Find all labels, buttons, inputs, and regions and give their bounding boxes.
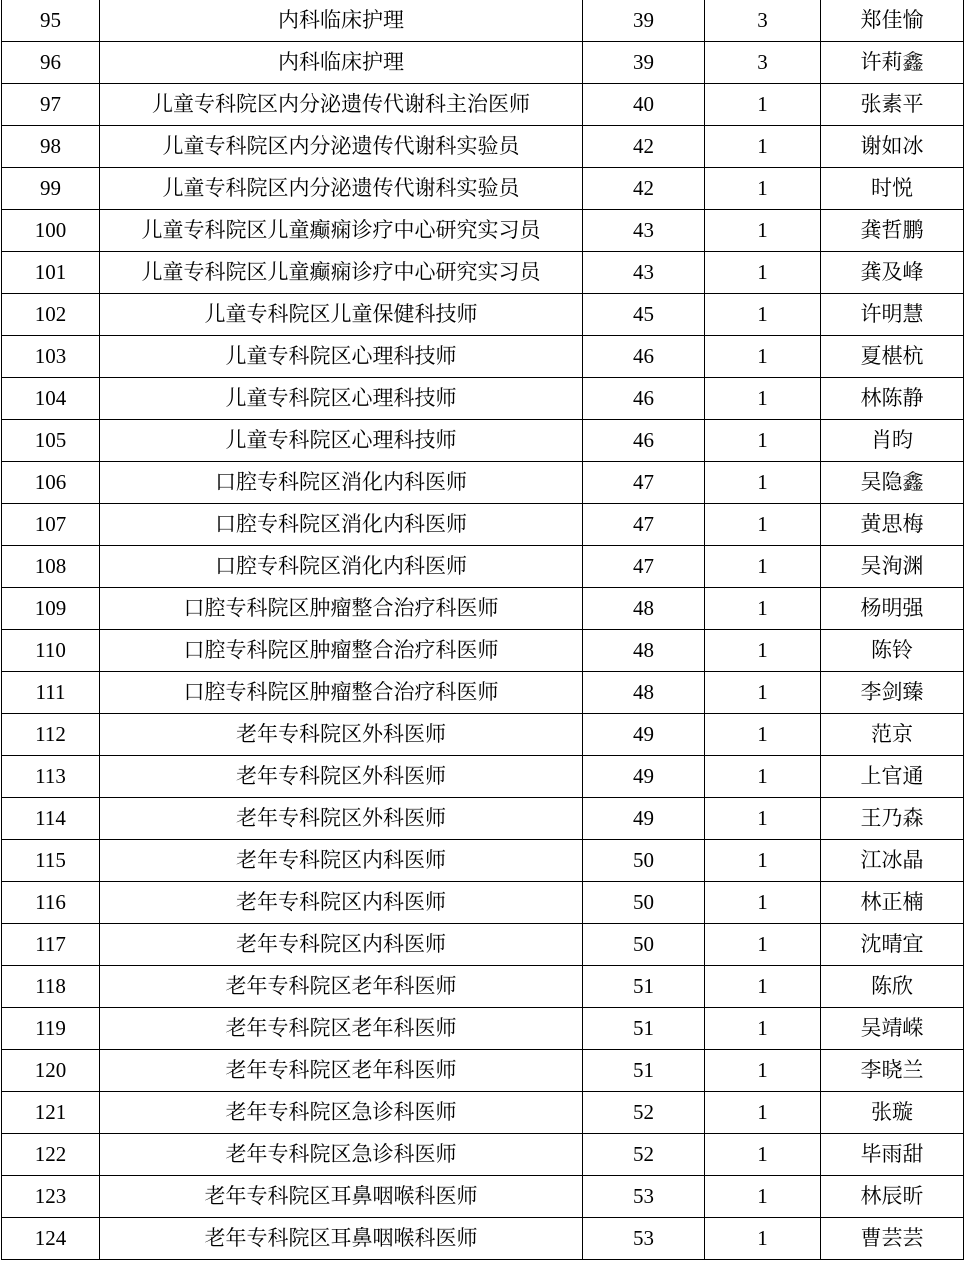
row-number: 121 <box>2 1092 100 1134</box>
table-row <box>2 1134 964 1176</box>
table-row <box>2 210 964 252</box>
post-code: 51 <box>583 1008 705 1050</box>
post-code: 48 <box>583 630 705 672</box>
row-number: 96 <box>2 42 100 84</box>
table-row <box>2 336 964 378</box>
hire-count: 1 <box>705 126 821 168</box>
post-title: 口腔专科院区肿瘤整合治疗科医师 <box>100 672 583 714</box>
candidate-name: 林正楠 <box>821 882 964 924</box>
table-row <box>2 1008 964 1050</box>
candidate-name: 夏椹杭 <box>821 336 964 378</box>
row-number: 103 <box>2 336 100 378</box>
candidate-name: 李晓兰 <box>821 1050 964 1092</box>
post-title: 口腔专科院区消化内科医师 <box>100 462 583 504</box>
candidate-name: 吴靖嵘 <box>821 1008 964 1050</box>
post-title: 儿童专科院区心理科技师 <box>100 420 583 462</box>
table-row <box>2 714 964 756</box>
row-number: 119 <box>2 1008 100 1050</box>
post-title: 口腔专科院区肿瘤整合治疗科医师 <box>100 588 583 630</box>
candidate-name: 李剑臻 <box>821 672 964 714</box>
roster-body <box>2 0 964 1260</box>
post-code: 48 <box>583 672 705 714</box>
candidate-name: 陈铃 <box>821 630 964 672</box>
candidate-name: 吴洵渊 <box>821 546 964 588</box>
post-code: 43 <box>583 210 705 252</box>
post-code: 50 <box>583 840 705 882</box>
post-title: 老年专科院区老年科医师 <box>100 966 583 1008</box>
post-title: 儿童专科院区儿童癫痫诊疗中心研究实习员 <box>100 252 583 294</box>
post-title: 老年专科院区耳鼻咽喉科医师 <box>100 1218 583 1260</box>
table-row <box>2 882 964 924</box>
candidate-name: 肖昀 <box>821 420 964 462</box>
hire-count: 1 <box>705 714 821 756</box>
hire-count: 1 <box>705 1008 821 1050</box>
hire-count: 1 <box>705 504 821 546</box>
post-code: 45 <box>583 294 705 336</box>
post-code: 46 <box>583 336 705 378</box>
candidate-name: 许莉鑫 <box>821 42 964 84</box>
candidate-name: 谢如冰 <box>821 126 964 168</box>
hire-count: 3 <box>705 42 821 84</box>
hire-count: 1 <box>705 168 821 210</box>
row-number: 117 <box>2 924 100 966</box>
post-code: 51 <box>583 1050 705 1092</box>
post-title: 口腔专科院区消化内科医师 <box>100 504 583 546</box>
table-row <box>2 126 964 168</box>
hire-count: 1 <box>705 1218 821 1260</box>
post-code: 53 <box>583 1176 705 1218</box>
post-code: 51 <box>583 966 705 1008</box>
hire-count: 1 <box>705 798 821 840</box>
candidate-name: 张璇 <box>821 1092 964 1134</box>
row-number: 110 <box>2 630 100 672</box>
post-code: 47 <box>583 504 705 546</box>
post-title: 老年专科院区老年科医师 <box>100 1008 583 1050</box>
hire-count: 1 <box>705 462 821 504</box>
post-code: 43 <box>583 252 705 294</box>
row-number: 122 <box>2 1134 100 1176</box>
candidate-name: 林辰昕 <box>821 1176 964 1218</box>
candidate-name: 时悦 <box>821 168 964 210</box>
post-title: 儿童专科院区内分泌遗传代谢科实验员 <box>100 168 583 210</box>
candidate-name: 曹芸芸 <box>821 1218 964 1260</box>
hire-count: 1 <box>705 1176 821 1218</box>
row-number: 101 <box>2 252 100 294</box>
post-code: 42 <box>583 168 705 210</box>
table-row <box>2 252 964 294</box>
post-title: 儿童专科院区心理科技师 <box>100 378 583 420</box>
row-number: 123 <box>2 1176 100 1218</box>
candidate-name: 张素平 <box>821 84 964 126</box>
candidate-name: 杨明强 <box>821 588 964 630</box>
hire-count: 1 <box>705 336 821 378</box>
hire-count: 1 <box>705 756 821 798</box>
post-code: 49 <box>583 798 705 840</box>
candidate-name: 陈欣 <box>821 966 964 1008</box>
hire-count: 1 <box>705 420 821 462</box>
hire-count: 1 <box>705 882 821 924</box>
table-row <box>2 42 964 84</box>
row-number: 106 <box>2 462 100 504</box>
post-title: 老年专科院区急诊科医师 <box>100 1092 583 1134</box>
table-row <box>2 756 964 798</box>
row-number: 112 <box>2 714 100 756</box>
table-row <box>2 84 964 126</box>
table-row <box>2 1050 964 1092</box>
row-number: 102 <box>2 294 100 336</box>
post-code: 47 <box>583 546 705 588</box>
post-code: 50 <box>583 924 705 966</box>
row-number: 105 <box>2 420 100 462</box>
hire-count: 1 <box>705 210 821 252</box>
table-row <box>2 546 964 588</box>
post-title: 儿童专科院区儿童保健科技师 <box>100 294 583 336</box>
hire-count: 1 <box>705 924 821 966</box>
post-code: 52 <box>583 1134 705 1176</box>
table-row <box>2 1176 964 1218</box>
post-code: 46 <box>583 420 705 462</box>
hire-count: 1 <box>705 630 821 672</box>
post-title: 口腔专科院区肿瘤整合治疗科医师 <box>100 630 583 672</box>
row-number: 97 <box>2 84 100 126</box>
hire-count: 1 <box>705 252 821 294</box>
post-title: 内科临床护理 <box>100 42 583 84</box>
table-row <box>2 168 964 210</box>
post-code: 47 <box>583 462 705 504</box>
hire-count: 1 <box>705 1092 821 1134</box>
table-row <box>2 840 964 882</box>
post-title: 老年专科院区老年科医师 <box>100 1050 583 1092</box>
hire-count: 1 <box>705 1050 821 1092</box>
row-number: 107 <box>2 504 100 546</box>
post-title: 老年专科院区急诊科医师 <box>100 1134 583 1176</box>
row-number: 124 <box>2 1218 100 1260</box>
post-title: 儿童专科院区内分泌遗传代谢科实验员 <box>100 126 583 168</box>
table-row <box>2 798 964 840</box>
row-number: 114 <box>2 798 100 840</box>
row-number: 95 <box>2 0 100 42</box>
post-title: 老年专科院区耳鼻咽喉科医师 <box>100 1176 583 1218</box>
candidate-name: 毕雨甜 <box>821 1134 964 1176</box>
row-number: 120 <box>2 1050 100 1092</box>
candidate-name: 龚哲鹏 <box>821 210 964 252</box>
row-number: 116 <box>2 882 100 924</box>
table-row <box>2 420 964 462</box>
post-title: 口腔专科院区消化内科医师 <box>100 546 583 588</box>
post-code: 39 <box>583 42 705 84</box>
table-row <box>2 1218 964 1260</box>
table-row <box>2 378 964 420</box>
post-code: 49 <box>583 756 705 798</box>
row-number: 108 <box>2 546 100 588</box>
post-code: 48 <box>583 588 705 630</box>
hire-count: 1 <box>705 966 821 1008</box>
post-code: 40 <box>583 84 705 126</box>
row-number: 99 <box>2 168 100 210</box>
row-number: 104 <box>2 378 100 420</box>
post-title: 老年专科院区外科医师 <box>100 798 583 840</box>
hire-count: 3 <box>705 0 821 42</box>
table-row <box>2 924 964 966</box>
candidate-name: 黄思梅 <box>821 504 964 546</box>
candidate-name: 龚及峰 <box>821 252 964 294</box>
hire-count: 1 <box>705 546 821 588</box>
table-row <box>2 504 964 546</box>
candidate-name: 江冰晶 <box>821 840 964 882</box>
row-number: 98 <box>2 126 100 168</box>
table-row <box>2 1092 964 1134</box>
row-number: 118 <box>2 966 100 1008</box>
candidate-name: 沈晴宜 <box>821 924 964 966</box>
post-code: 46 <box>583 378 705 420</box>
table-row <box>2 294 964 336</box>
post-title: 儿童专科院区儿童癫痫诊疗中心研究实习员 <box>100 210 583 252</box>
hire-count: 1 <box>705 672 821 714</box>
roster-table <box>1 0 964 1260</box>
post-code: 49 <box>583 714 705 756</box>
hire-count: 1 <box>705 378 821 420</box>
hire-count: 1 <box>705 84 821 126</box>
hire-count: 1 <box>705 588 821 630</box>
post-code: 50 <box>583 882 705 924</box>
table-row <box>2 630 964 672</box>
candidate-name: 上官通 <box>821 756 964 798</box>
post-title: 儿童专科院区心理科技师 <box>100 336 583 378</box>
post-title: 老年专科院区外科医师 <box>100 756 583 798</box>
table-row <box>2 0 964 42</box>
candidate-name: 吴隐鑫 <box>821 462 964 504</box>
row-number: 113 <box>2 756 100 798</box>
candidate-name: 王乃森 <box>821 798 964 840</box>
post-title: 老年专科院区内科医师 <box>100 924 583 966</box>
row-number: 111 <box>2 672 100 714</box>
table-row <box>2 966 964 1008</box>
post-title: 老年专科院区内科医师 <box>100 882 583 924</box>
row-number: 100 <box>2 210 100 252</box>
post-title: 儿童专科院区内分泌遗传代谢科主治医师 <box>100 84 583 126</box>
post-title: 老年专科院区外科医师 <box>100 714 583 756</box>
candidate-name: 郑佳愉 <box>821 0 964 42</box>
row-number: 109 <box>2 588 100 630</box>
post-code: 42 <box>583 126 705 168</box>
table-row <box>2 462 964 504</box>
candidate-name: 范京 <box>821 714 964 756</box>
hire-count: 1 <box>705 840 821 882</box>
candidate-name: 林陈静 <box>821 378 964 420</box>
candidate-name: 许明慧 <box>821 294 964 336</box>
table-row <box>2 588 964 630</box>
post-code: 52 <box>583 1092 705 1134</box>
post-title: 老年专科院区内科医师 <box>100 840 583 882</box>
post-code: 53 <box>583 1218 705 1260</box>
row-number: 115 <box>2 840 100 882</box>
hire-count: 1 <box>705 294 821 336</box>
post-title: 内科临床护理 <box>100 0 583 42</box>
table-row <box>2 672 964 714</box>
post-code: 39 <box>583 0 705 42</box>
hire-count: 1 <box>705 1134 821 1176</box>
